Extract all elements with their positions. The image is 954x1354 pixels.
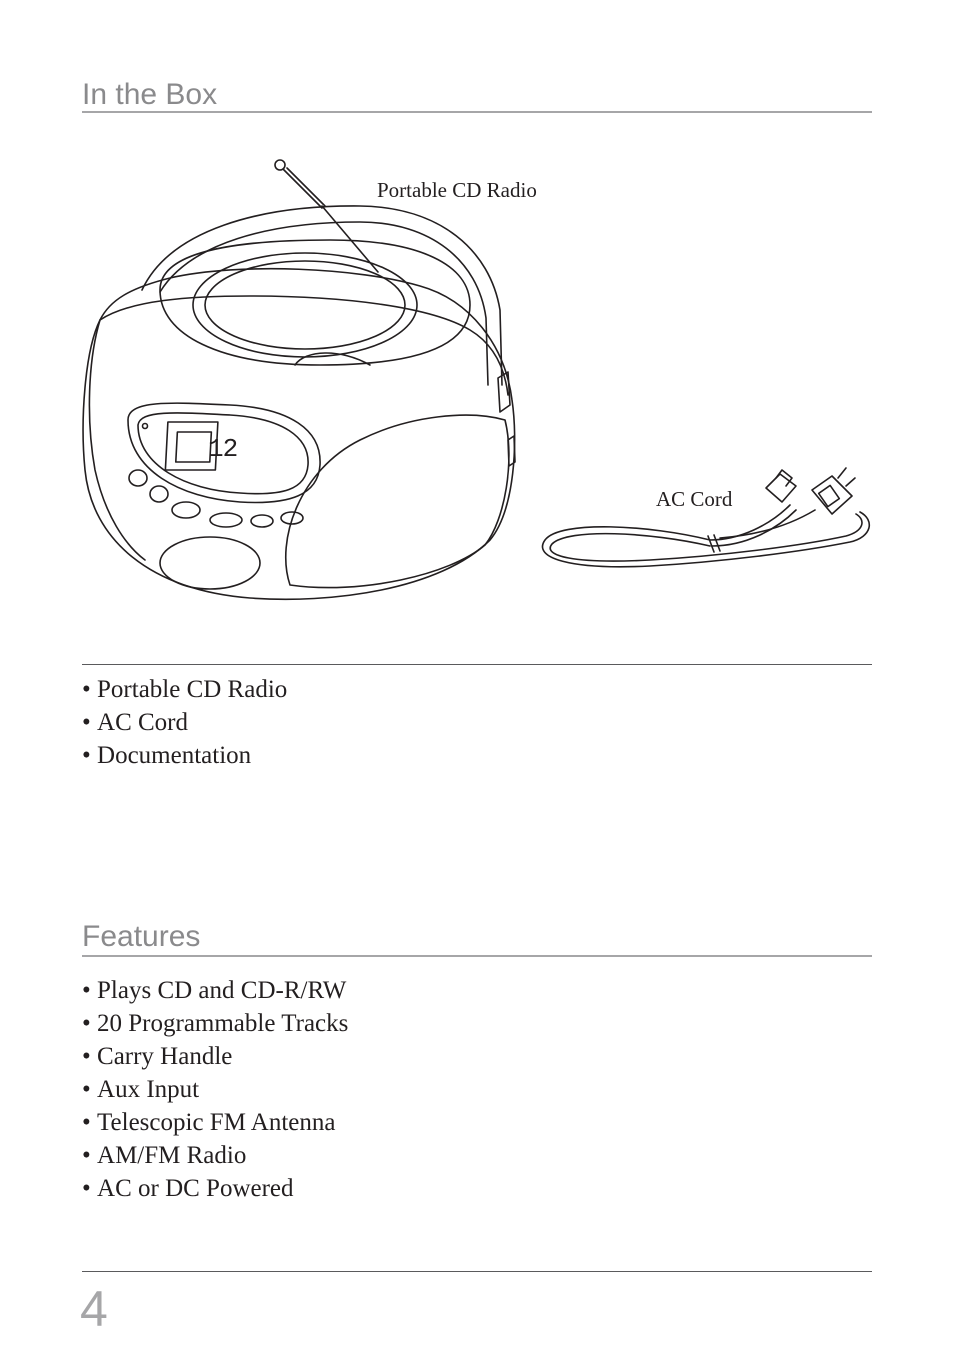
ac-cord-callout: AC Cord <box>656 487 733 511</box>
in-the-box-rule <box>82 111 872 113</box>
radio-body-icon <box>83 240 515 599</box>
product-illustration <box>0 140 954 610</box>
features-list <box>82 974 348 1205</box>
in-the-box-heading: In the Box <box>82 78 218 111</box>
list-item: • AC Cord <box>82 706 287 739</box>
page-number: 4 <box>80 1281 108 1337</box>
features-rule <box>82 955 872 957</box>
list-item: • Portable CD Radio <box>82 673 287 706</box>
antenna-icon <box>275 160 378 272</box>
list-item: • Carry Handle <box>82 1040 348 1073</box>
list-item: • AM/FM Radio <box>82 1139 348 1172</box>
list-item: • Documentation <box>82 739 287 772</box>
list-item: • Telescopic FM Antenna <box>82 1106 348 1139</box>
portable-cd-radio-callout: Portable CD Radio <box>377 178 537 202</box>
carry-handle-icon <box>142 206 502 385</box>
ac-cord-icon <box>542 468 869 567</box>
box-list-rule <box>82 664 872 665</box>
features-heading: Features <box>82 920 201 953</box>
list-item: • 20 Programmable Tracks <box>82 1007 348 1040</box>
display-digits: 12 <box>208 434 238 464</box>
list-item: • Plays CD and CD-R/RW <box>82 974 348 1007</box>
list-item: • Aux Input <box>82 1073 348 1106</box>
in-the-box-list <box>82 673 287 772</box>
list-item: • AC or DC Powered <box>82 1172 348 1205</box>
footer-rule <box>82 1271 872 1272</box>
